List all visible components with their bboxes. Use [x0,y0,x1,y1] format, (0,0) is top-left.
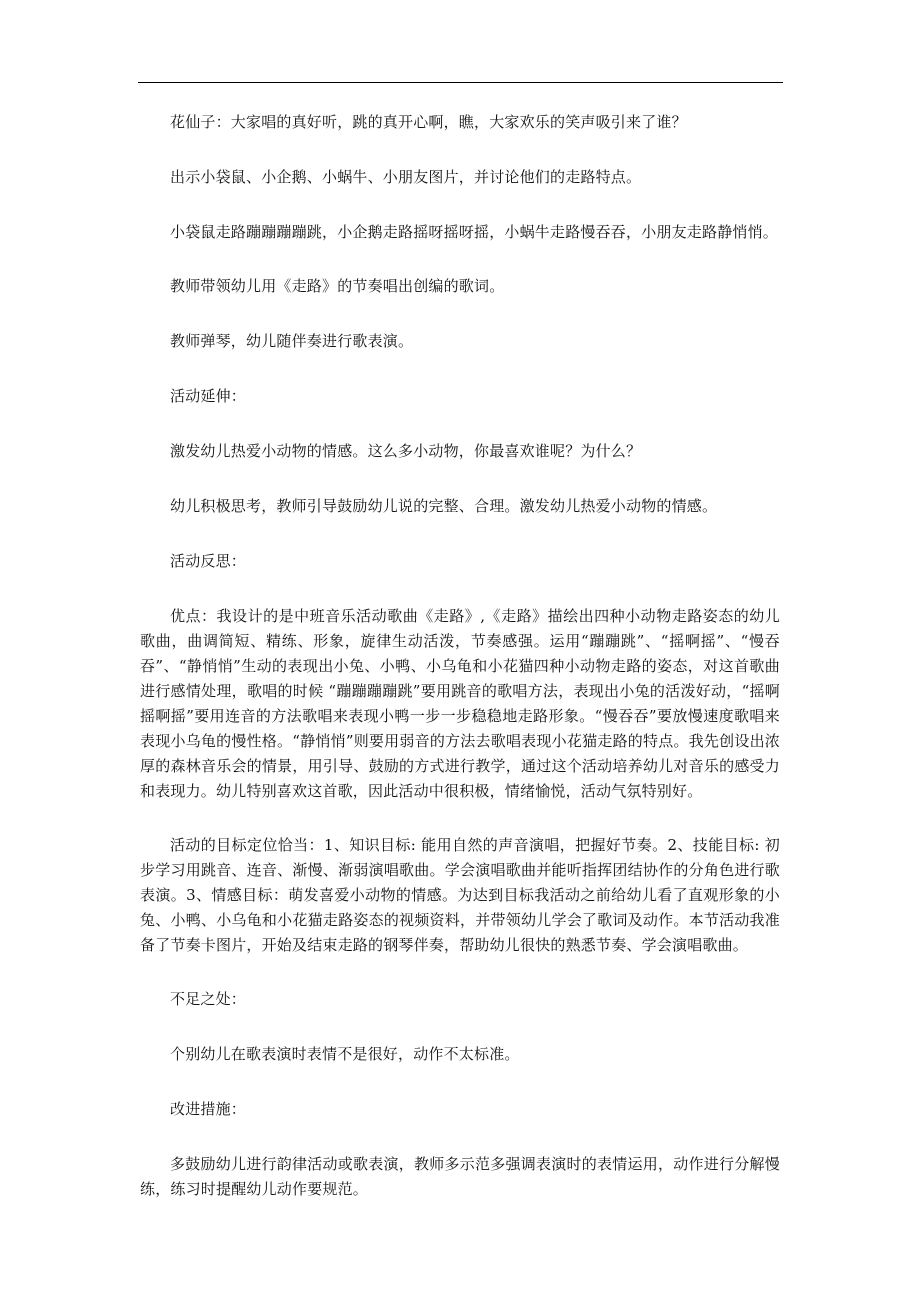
paragraph-children-think: 幼儿积极思考，教师引导鼓励幼儿说的完整、合理。激发幼儿热爱小动物的情感。 [170,497,718,515]
document-body [140,110,780,1202]
paragraph-show-pictures: 出示小袋鼠、小企鹅、小蜗牛、小朋友图片，并讨论他们的走路特点。 [170,168,642,186]
heading-activity-reflection: 活动反思： [170,552,247,570]
paragraph-strengths: 优点：我设计的是中班音乐活动歌曲《走路》,《走路》描绘出四种小动物走路姿态的幼儿歌曲，曲调简短、精练、形象，旋律生动活泼，节奏感强。运用“蹦蹦跳”、“摇啊摇”、“慢吞吞”、“静悄悄”生动的表现出小兔、小鸭、小乌龟和小花猫四种小动物走路的姿态，对这首歌曲进行感情处理，歌唱的时候 “蹦蹦蹦蹦跳”要用跳音的歌唱方法，表现出小兔的活泼好动，“摇啊摇啊摇”要用连音的方法歌唱来表现小鸭一步一步稳稳地走路形象。“慢吞吞”要放慢速度歌唱来表现小乌龟的慢性格。“静悄悄”则要用弱音的方法去歌唱表现小花猫走路的特点。我先创设出浓厚的森林音乐会的情景，用引导、鼓励的方式进行教学，通过这个活动培养幼儿对音乐的感受力和表现力。幼儿特别喜欢这首歌，因此活动中很积极，情绪愉悦，活动气氛特别好。 [140,607,780,800]
paragraph-fairy-question: 花仙子：大家唱的真好听，跳的真开心啊，瞧，大家欢乐的笑声吸引来了谁？ [170,113,687,131]
paragraph-goals: 活动的目标定位恰当：1、知识目标: 能用自然的声音演唱，把握好节奏。2、技能目标: 初步学习用跳音、连音、渐慢、渐弱演唱歌曲。学会演唱歌曲并能听指挥团结协作的分角色进行歌表演。3、情感目标：萌发喜爱小动物的情感。为达到目标我活动之前给幼儿看了直观形象的小兔、小鸭、小乌龟和小花猫走路姿态的视频资料，并带领幼儿学会了歌词及动作。本节活动我准备了节奏卡图片，开始及结束走路的钢琴伴奏，帮助幼儿很快的熟悉节奏、学会演唱歌曲。 [140,836,780,954]
paragraph-piano-performance: 教师弹琴，幼儿随伴奏进行歌表演。 [170,332,414,350]
heading-activity-extension: 活动延伸： [170,387,247,405]
paragraph-walking-traits: 小袋鼠走路蹦蹦蹦蹦跳，小企鹅走路摇呀摇呀摇，小蜗牛走路慢吞吞，小朋友走路静悄悄。 [170,223,779,241]
paragraph-inspire-love: 激发幼儿热爱小动物的情感。这么多小动物，你最喜欢谁呢？为什么？ [170,442,642,460]
heading-improvements: 改进措施： [170,1100,247,1118]
paragraph-shortcomings-detail: 个别幼儿在歌表演时表情不是很好，动作不太标准。 [170,1045,520,1063]
heading-shortcomings: 不足之处： [170,990,247,1008]
paragraph-improvements-detail: 多鼓励幼儿进行韵律活动或歌表演，教师多示范多强调表演时的表情运用，动作进行分解慢练，练习时提醒幼儿动作要规范。 [140,1155,780,1198]
paragraph-teacher-lead: 教师带领幼儿用《走路》的节奏唱出创编的歌词。 [170,277,505,295]
header-rule [138,82,783,83]
